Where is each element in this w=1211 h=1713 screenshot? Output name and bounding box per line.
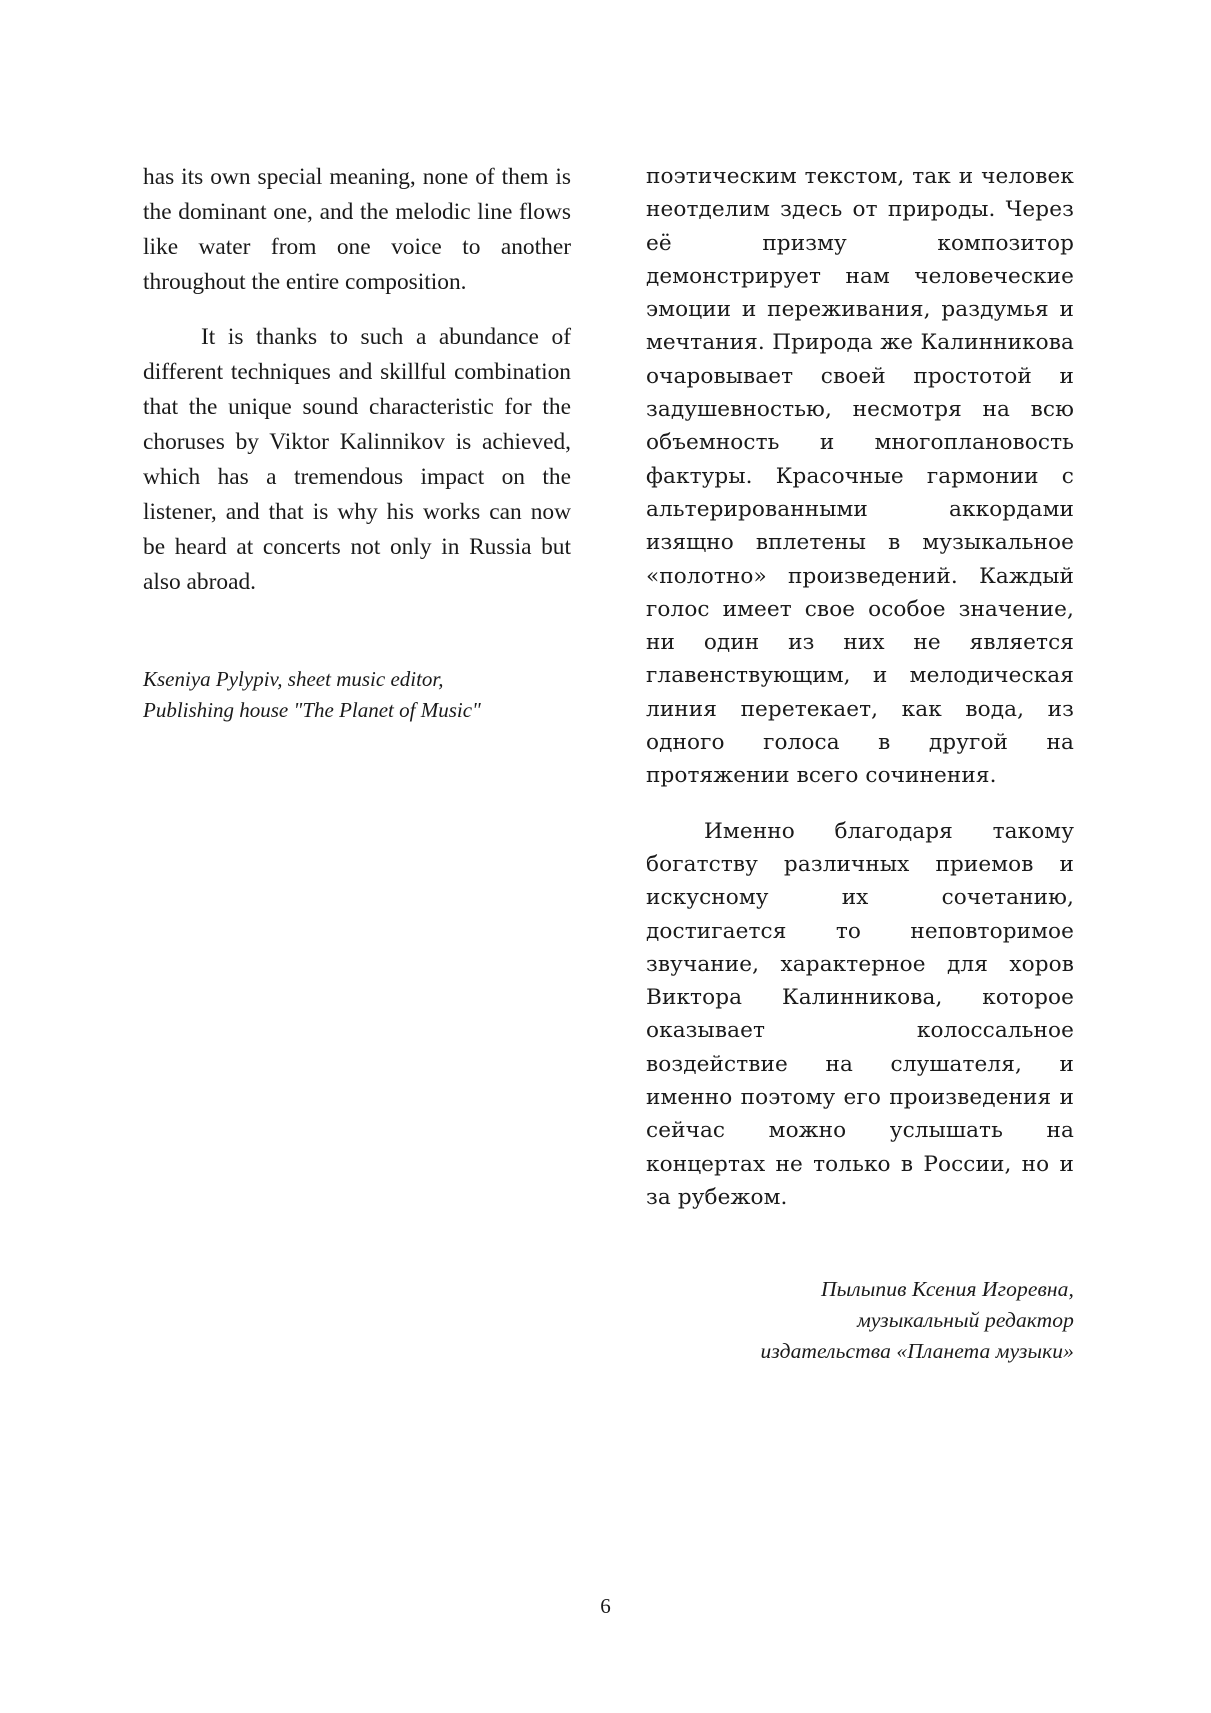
russian-signature-line-3: издательства «Планета музыки» xyxy=(760,1339,1074,1364)
russian-paragraph-2: Именно благодаря такому богатству различных приемов и искусному их сочетанию, достигается то неповторимое звучание, характерное для хоров Виктора Калинникова, которое оказывает колоссальное воздействие на слушателя, и именно поэтому его произведения и сейчас можно услышать на концертах не только в России, но и за рубежом. xyxy=(646,818,1074,1210)
russian-signature-line-2: музыкальный редактор xyxy=(857,1308,1074,1333)
russian-column xyxy=(646,160,1074,1367)
english-column xyxy=(143,160,571,726)
russian-signature xyxy=(646,1274,1074,1367)
russian-paragraph-1: поэтическим текстом, так и человек неотделим здесь от природы. Через её призму композитор демонстрирует нам человеческие эмоции и переживания, раздумья и мечтания. Природа же Калинникова очаровывает своей простотой и задушевностью, несмотря на всю объемность и многоплановость фактуры. Красочные гармонии с альтерированными аккордами изящно вплетены в музыкальное «полотно» произведений. Каждый голос имеет свое особое значение, ни один из них не является главенствующим, и мелодическая линия перетекает, как вода, из одного голоса в другой на протяжении всего сочинения. xyxy=(646,164,1074,789)
english-signature-line-1: Kseniya Pylypiv, sheet music editor, xyxy=(143,667,444,691)
english-paragraph-2: It is thanks to such a abundance of different techniques and skillful combination that the unique sound characteristic for the choruses by Viktor Kalinnikov is achieved, which has a tremendous impact on the listener, and that is why his works can now be heard at concerts not only in Russia but also abroad. xyxy=(143,324,571,595)
english-signature xyxy=(143,664,571,726)
russian-signature-line-1: Пылыпив Ксения Игоревна, xyxy=(820,1277,1074,1302)
english-signature-line-2: Publishing house "The Planet of Music" xyxy=(143,698,481,722)
english-paragraph-1: has its own special meaning, none of them is the dominant one, and the melodic line flows like water from one voice to another throughout the entire composition. xyxy=(143,164,571,295)
page-number: 6 xyxy=(600,1594,611,1618)
